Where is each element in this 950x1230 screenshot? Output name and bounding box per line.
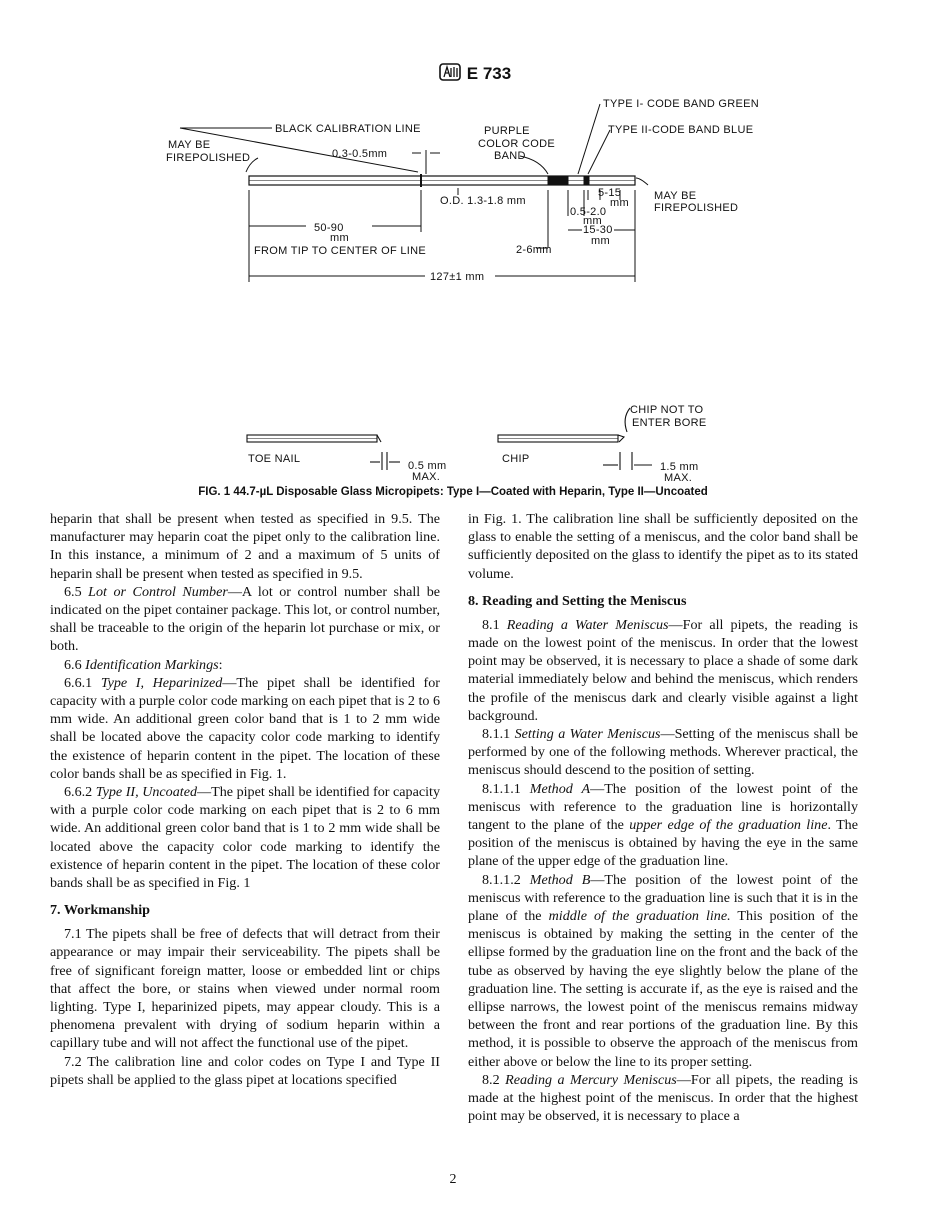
label-type1: TYPE I- CODE BAND GREEN xyxy=(603,98,760,110)
label-dim-5090b: mm xyxy=(330,232,349,244)
paragraph: heparin that shall be present when tested as specified in 9.5. The manufacturer may heparin coat the pipet only to the calibration line. In this instance, a minimum of 2 and a maximum of 5 units of heparin shall be present when tested as specified in 9.5. xyxy=(50,511,440,582)
label-dim-0520a: 0.5-2.0 xyxy=(570,206,607,218)
label-dim-03: 0.3-0.5mm xyxy=(332,148,388,160)
label-dim-26: 2-6mm xyxy=(516,244,552,256)
label-od: O.D. 1.3-1.8 mm xyxy=(440,195,526,207)
figure-caption: FIG. 1 44.7-µL Disposable Glass Micropipets: Type I—Coated with Heparin, Type II—Uncoated xyxy=(198,486,708,498)
label-mayfire-right-1: MAY BE xyxy=(654,190,697,202)
section-8-1-1: 8.1.1 Setting a Water Meniscus—Setting of the meniscus shall be performed by one of the following methods. Wherever practical, the meniscus should descend to the position of setting. xyxy=(468,726,858,779)
defect-pipets-labels xyxy=(248,404,707,484)
section-6-6-2: 6.6.2 Type II, Uncoated—The pipet shall be identified for capacity with a purple color code marking on each pipet that is 2 to 6 mm wide. An additional green color band that is 1 to 2 mm wide shall be located above the capacity color code marking to identify the existence of heparin content in the pipet. The location of these color bands shall be as specified in Fig. 1 xyxy=(50,784,440,892)
label-mayfire-left-1: MAY BE xyxy=(168,139,211,151)
section-8-1-1-2: 8.1.1.2 Method B—The position of the lowest point of the meniscus with reference to the graduation line is such that it is in the plane of the middle of the graduation line. This position of the meniscus is obtained by making the setting in the center of the ellipse formed by the graduation line on the front and the back of the tube as observed by having the eye slightly below the plane of the graduation line. The setting is accurate if, as the eye is raised and the ellipse narrows, the lowest point of the meniscus remains midway between the front and rear portions of the graduation line. By this method, it is possible to observe the approach of the meniscus from either above or below the line to its proper setting. xyxy=(468,871,859,1070)
section-8-2: 8.2 Reading a Mercury Meniscus—For all pipets, the reading is made at the highest point of the meniscus. In order that the highest point may be observed, it is necessary to place a xyxy=(468,1071,858,1125)
section-6-6-1: 6.6.1 Type I, Heparinized—The pipet shall be identified for capacity with a purple color code marking on each pipet that is 2 to 6 mm wide. An additional green color band that is 1 to 2 mm wide shall be located above the capacity color code marking to identify the existence of heparin content in the pipet. The location of these color bands shall be as specified in Fig. 1. xyxy=(50,674,440,782)
label-calibration-line: BLACK CALIBRATION LINE xyxy=(275,123,421,135)
label-purple-1: PURPLE xyxy=(484,125,530,137)
label-purple-3: BAND xyxy=(494,150,526,162)
paragraph: in Fig. 1. The calibration line shall be sufficiently deposited on the glass to enable the setting of a meniscus, and the color band shall be sufficiently deposited on the glass to identify the pipet as to its stated volume. xyxy=(468,511,858,582)
label-dim-1530a: 15-30 xyxy=(583,224,613,236)
section-6-5: 6.5 Lot or Control Number—A lot or control number shall be indicated on the pipet container package. This lot, or control number, shall be traceable to the origin of the heparin lot purchase or mix, or both. xyxy=(50,583,441,655)
label-toenail: TOE NAIL xyxy=(248,453,301,465)
section-8-1-1-1: 8.1.1.1 Method A—The position of the lowest point of the meniscus with reference to the graduation line is horizontally tangent to the plane of the upper edge of the graduation line. The position of the meniscus is obtained by having the eye in the same plane of the upper edge of the graduation line. xyxy=(468,780,858,870)
label-chip-note-1: CHIP NOT TO xyxy=(630,404,704,416)
section-6-6: 6.6 Identification Markings: xyxy=(64,656,223,673)
label-mayfire-right-2: FIREPOLISHED xyxy=(654,202,739,214)
section-7-2: 7.2 The calibration line and color codes on Type I and Type II pipets shall be applied to the glass pipet at locations specified xyxy=(50,1053,440,1088)
label-chip-note-2: ENTER BORE xyxy=(632,417,707,429)
section-8-1: 8.1 Reading a Water Meniscus—For all pipets, the reading is made on the lowest point of the meniscus. In order that the lowest point may be observed, it is necessary to place a shade of some dark material immediately below and behind the meniscus, which renders the profile of the meniscus dark and clearly visible against a light background. xyxy=(468,616,858,724)
micropipet-figure xyxy=(0,0,950,490)
label-chip: CHIP xyxy=(502,453,530,465)
label-dim-1530b: mm xyxy=(591,235,610,247)
label-mayfire-left-2: FIREPOLISHED xyxy=(166,152,251,164)
label-chip-dim-2: MAX. xyxy=(664,472,693,484)
page-number: 2 xyxy=(449,1172,457,1187)
section-7-1: 7.1 The pipets shall be free of defects that will detract from their appearance or may impair their serviceability. The pipets shall be free of significant foreign matter, loose or embedded lint or chips that affect the bore, or stains when viewed under normal room lighting. Type I, heparinized pipets, may appear cloudy. This is a phenomena prevalent with drying of sodium heparin within a capillary tube and will not affect the functional use of the pipet. xyxy=(50,926,440,1052)
label-total-length: 127±1 mm xyxy=(430,271,485,283)
label-from-tip: FROM TIP TO CENTER OF LINE xyxy=(254,245,427,257)
label-dim-515a: 5-15 xyxy=(598,187,622,199)
label-purple-2: COLOR CODE xyxy=(478,138,555,150)
document-id: E 733 xyxy=(466,63,512,83)
heading-workmanship: 7. Workmanship xyxy=(50,902,150,919)
defect-pipets-drawing xyxy=(247,408,652,470)
heading-meniscus: 8. Reading and Setting the Meniscus xyxy=(468,592,687,609)
left-column xyxy=(50,510,440,1089)
label-dim-0520b: mm xyxy=(583,215,602,227)
label-dim-5090a: 50-90 xyxy=(314,222,344,234)
right-column xyxy=(468,510,858,1126)
main-pipet-drawing xyxy=(249,174,635,187)
label-toenail-dim-2: MAX. xyxy=(412,471,441,483)
label-type2: TYPE II-CODE BAND BLUE xyxy=(608,124,754,136)
label-toenail-dim-1: 0.5 mm xyxy=(408,460,447,472)
label-dim-515b: mm xyxy=(610,197,629,209)
main-pipet-labels xyxy=(166,98,759,283)
label-chip-dim-1: 1.5 mm xyxy=(660,461,699,473)
